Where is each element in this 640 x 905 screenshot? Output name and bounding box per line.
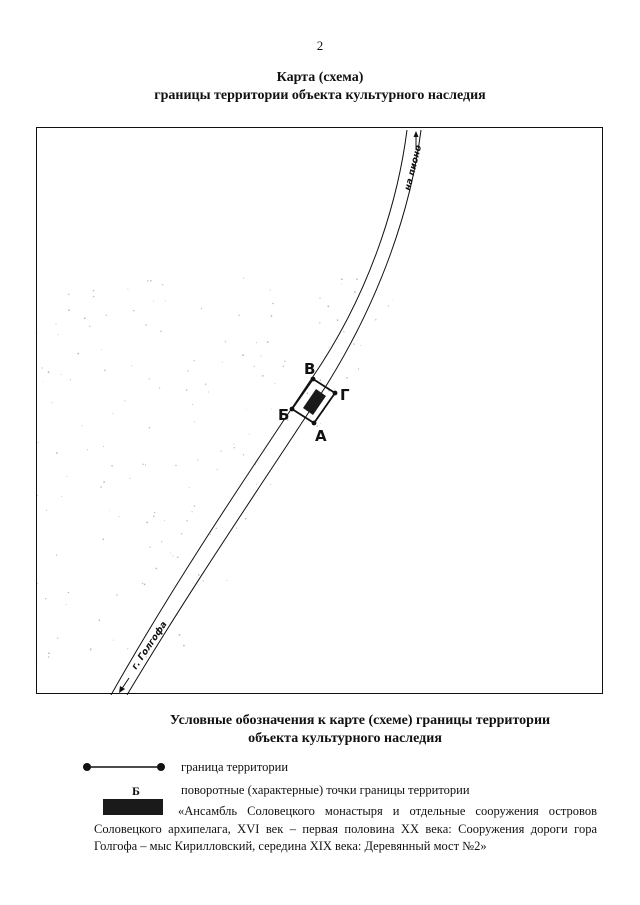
legend-object-label [94,803,597,856]
stipple-dot [358,368,359,369]
boundary-point-g [333,391,338,396]
stipple-dot [149,378,150,379]
stipple-dot [175,465,176,466]
stipple-dot [327,306,329,308]
road-edge-left [111,130,407,695]
stipple-dot [48,652,50,654]
stipple-dot [256,342,257,343]
stipple-dot [81,425,82,426]
stipple-dot [161,541,162,542]
stipple-dot [306,392,308,394]
road-label-south: г. Голгофа [130,619,170,672]
legend-turning-point-label: поворотные (характерные) точки границы территории [181,783,470,797]
boundary-point-b [290,407,295,412]
stipple-dot [256,484,257,485]
stipple-dot [356,279,358,281]
stipple-dot [205,384,206,385]
stipple-dot [337,319,339,321]
road-edge-right [127,130,421,695]
stipple-dot [149,546,150,547]
stipple-dot [144,584,146,586]
stipple-dot [170,553,171,554]
stipple-dot [133,310,134,311]
stipple-dot [93,290,94,291]
road-arrow-head-south [119,686,125,693]
boundary-point-a [312,421,317,426]
stipple-dot [57,637,58,638]
stipple-dot [203,580,204,581]
stipple-dot [77,353,79,355]
stipple-dot [58,334,59,335]
map-canvas [37,128,604,695]
stipple-dot [155,568,157,570]
stipple-dot [319,297,320,298]
stipple-dot [189,487,190,488]
stipple-dot [181,533,182,534]
stipple-dot [353,343,355,345]
stipple-dot [267,341,269,343]
stipple-dot [162,284,163,285]
stipple-dot [48,656,49,657]
stipple-dot [100,486,102,488]
stipple-dot [48,371,50,373]
stipple-dot [131,365,132,366]
map-frame [36,127,603,694]
stipple-dot [84,317,86,319]
stipple-dot [61,374,62,375]
stipple-dot [194,421,195,422]
legend-subtitle: объекта культурного наследия [248,731,442,746]
stipple-dot [37,661,38,662]
point-label-b: Б [278,406,290,424]
stipple-dot [183,645,185,647]
legend-turning-point-symbol: Б [132,784,140,798]
stipple-dot [93,296,94,297]
stipple-dot [129,478,130,479]
stipple-dot [101,349,102,350]
stipple-dot [103,446,104,447]
stipple-dot [46,510,47,511]
stipple-dot [55,323,56,324]
stipple-dot [146,522,148,524]
stipple-dot [246,409,247,410]
map-subtitle: границы территории объекта культурного наследия [154,88,486,103]
stipple-dot [154,512,155,513]
stipple-dot [375,319,376,320]
stipple-dot [217,469,218,470]
stipple-dot [113,640,114,641]
stipple-dot [66,604,67,605]
stipple-dot [233,444,234,445]
stipple-dot [119,516,120,517]
stipple-dot [254,366,255,367]
stipple-dot [393,300,394,301]
stipple-dot [142,464,143,465]
stipple-dot [112,413,113,414]
stipple-dot [56,452,58,454]
stipple-dot [341,278,343,280]
road-label-north: на пионо [403,144,425,192]
stipple-dot [109,510,110,511]
stipple-dot [106,315,107,316]
stipple-dot [234,447,235,448]
stipple-dot [208,392,209,393]
stipple-dot [270,290,271,291]
stipple-dot [191,511,192,512]
stipple-dot [153,301,154,302]
stipple-dot [320,423,321,424]
point-label-v: В [304,360,316,378]
stipple-dot [37,333,38,334]
stipple-dot [149,427,151,429]
stipple-dot [70,379,71,380]
stipple-dot [270,484,271,485]
stipple-dot [201,308,202,309]
stipple-dot [222,362,223,363]
stipple-dot [43,381,44,382]
stipple-dot [354,291,356,293]
stipple-dot [210,534,211,535]
stipple-dot [153,515,155,517]
stipple-dot [242,354,244,356]
stipple-dot [116,594,117,595]
stipple-dot [56,554,57,555]
stipple-dot [341,284,342,285]
stipple-dot [245,518,247,520]
legend-title: Условные обозначения к карте (схеме) границы территории [169,713,551,728]
stipple-dot [198,574,200,576]
stipple-dot [172,555,173,556]
stipple-dot [103,481,105,483]
stipple-dot [319,322,320,323]
stipple-dot [243,278,244,279]
stipple-dot [284,361,285,362]
stipple-dot [90,649,92,651]
stipple-dot [89,326,90,327]
stipple-dot [38,442,39,443]
stipple-dot [320,379,322,381]
stipple-dot [187,370,188,371]
stipple-dot [41,367,42,368]
stipple-dot [193,360,194,361]
stipple-dot [68,294,69,295]
stipple-dot [124,400,125,401]
legend-boundary-label: граница территории [181,760,289,774]
stipple-dot [61,496,62,497]
map-title: Карта (схема) [276,70,364,85]
stipple-dot [142,583,143,584]
stipple-dot [164,520,165,521]
stipple-dot [37,583,38,584]
stipple-dot [328,346,329,347]
stipple-dot [271,315,273,317]
stipple-dot [127,648,128,649]
stipple-dot [145,464,146,465]
stipple-dot [98,619,100,621]
road-arrow-head-north [414,131,419,137]
stipple-dot [111,465,113,467]
legend-object-text: «Ансамбль Соловецкого монастыря и отдельные сооружения островов Соловецкого архипелага, XVI век – первая половина XX века: Сооружения дороги гора Голгофа – мыс Кирилловский, середина XIX века: Деревянный мост №2» [94,804,597,853]
stipple-dot [87,449,88,450]
stipple-dot [227,580,228,581]
point-label-a: А [315,427,327,445]
stipple-dot [243,454,244,455]
stipple-dot [102,538,104,540]
stipple-dot [104,370,105,371]
stipple-dot [236,528,237,529]
stipple-dot [360,345,361,346]
stipple-dot [225,341,226,342]
stipple-dot [150,280,152,282]
stipple-dot [343,331,344,332]
stipple-dot [221,451,222,452]
stipple-dot [37,495,38,496]
stipple-dot [145,324,147,326]
stipple-dot [68,309,70,311]
stipple-dot [346,377,348,379]
stipple-dot [260,356,261,357]
stipple-dot [186,520,187,521]
legend-boundary-line-symbol [82,761,166,773]
stipple-dot [165,300,166,301]
stipple-dot [159,387,160,388]
stipple-dot [262,375,264,377]
point-label-g: Г [340,386,350,404]
stipple-dot [216,528,217,529]
stipple-dot [274,383,275,384]
stipple-dot [283,365,284,366]
page-number: 2 [316,38,324,53]
stipple-dot [177,557,179,559]
stipple-dot [192,404,193,405]
stipple-dot [160,330,162,332]
stipple-dot [249,433,250,434]
stipple-dot [194,505,195,506]
stipple-dot [238,314,239,315]
stipple-dot [67,476,68,477]
stipple-dot [272,303,274,305]
terrain-stipple [37,278,394,663]
stipple-dot [147,280,148,281]
stipple-dot [271,409,272,410]
stipple-dot [186,389,187,390]
stipple-dot [197,459,198,460]
stipple-dot [45,598,46,599]
stipple-dot [179,634,181,636]
stipple-dot [388,305,389,306]
stipple-dot [127,289,128,290]
stipple-dot [68,592,70,594]
stipple-dot [51,402,52,403]
stipple-dot [90,648,91,649]
